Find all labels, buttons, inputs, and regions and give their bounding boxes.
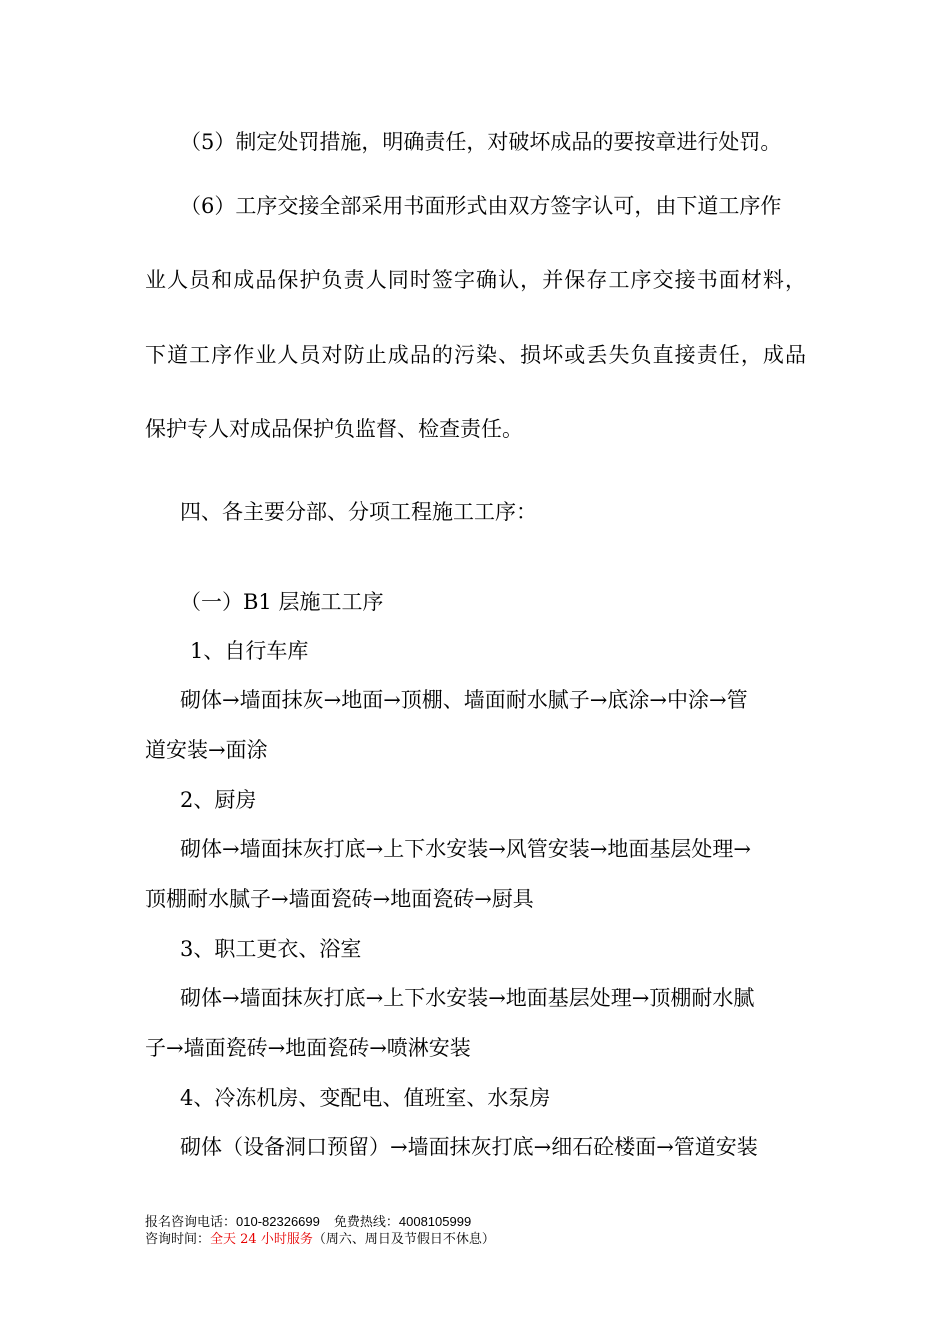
hotline-label: 免费热线： — [333, 1215, 399, 1230]
phone-number: 010-82326699 — [236, 1214, 320, 1229]
item-1-line-2: 道安装→面涂 — [145, 738, 268, 762]
paragraph-6-line-2: 业人员和成品保护负责人同时签字确认，并保存工序交接书面材料， — [145, 268, 806, 292]
item-4-line-1: 砌体（设备洞口预留）→墙面抹灰打底→细石砼楼面→管道安装 — [180, 1135, 758, 1159]
item-2-title: 2、厨房 — [180, 788, 257, 812]
footer-contact-line — [145, 1213, 471, 1231]
section-heading: 四、各主要分部、分项工程施工工序： — [180, 500, 537, 524]
paragraph-6-line-4: 保护专人对成品保护负监督、检查责任。 — [145, 417, 523, 441]
item-3-line-2: 子→墙面瓷砖→地面瓷砖→喷淋安装 — [145, 1036, 471, 1060]
phone-label: 报名咨询电话： — [145, 1215, 237, 1230]
item-3-title: 3、职工更衣、浴室 — [180, 937, 362, 961]
subsection-heading: （一）B1 层施工工序 — [180, 590, 384, 614]
hours-note: （周六、周日及节假日不休息） — [312, 1232, 495, 1247]
hours-value: 全天 24 小时服务 — [210, 1232, 313, 1247]
item-2-line-2: 顶棚耐水腻子→墙面瓷砖→地面瓷砖→厨具 — [145, 887, 534, 911]
item-1-line-1: 砌体→墙面抹灰→地面→顶棚、墙面耐水腻子→底涂→中涂→管 — [180, 688, 748, 712]
footer-hours-line — [145, 1231, 495, 1248]
hours-label: 咨询时间： — [145, 1232, 211, 1247]
item-1-title: 1、自行车库 — [190, 639, 309, 663]
paragraph-6-line-1: （6）工序交接全部采用书面形式由双方签字认可，由下道工序作 — [180, 194, 782, 218]
paragraph-5: （5）制定处罚措施，明确责任，对破坏成品的要按章进行处罚。 — [180, 130, 782, 154]
paragraph-6-line-3: 下道工序作业人员对防止成品的污染、损坏或丢失负直接责任，成品 — [145, 343, 806, 367]
item-3-line-1: 砌体→墙面抹灰打底→上下水安装→地面基层处理→顶棚耐水腻 — [180, 986, 755, 1010]
item-4-title: 4、冷冻机房、变配电、值班室、水泵房 — [180, 1086, 551, 1110]
item-2-line-1: 砌体→墙面抹灰打底→上下水安装→风管安装→地面基层处理→ — [180, 837, 751, 861]
hotline-number: 4008105999 — [398, 1214, 472, 1229]
